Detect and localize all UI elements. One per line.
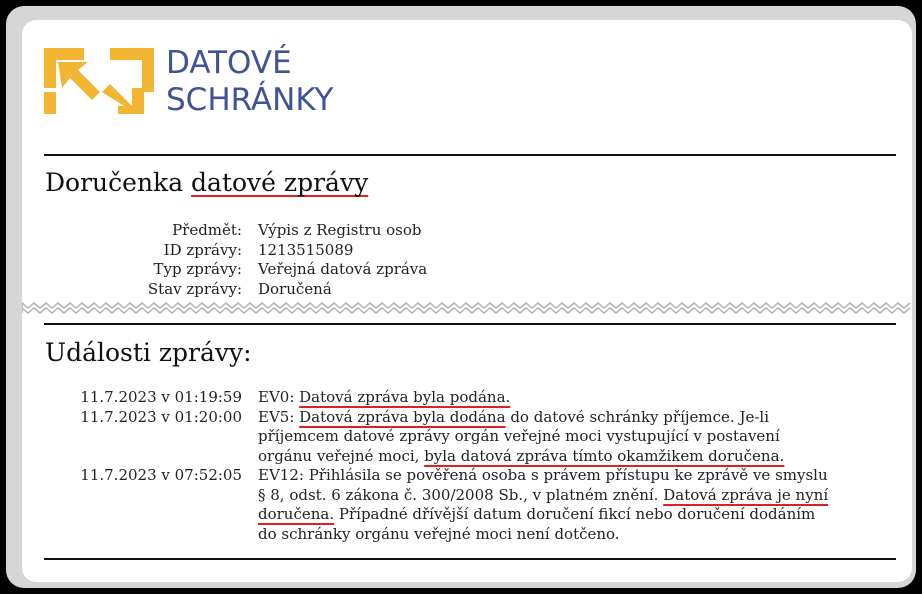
divider	[44, 558, 896, 560]
brand-wordmark	[166, 45, 333, 119]
event-highlight: Datová zpráva byla dodána	[299, 407, 506, 426]
event-highlight: Datová zpráva byla podána.	[299, 388, 511, 406]
event-row	[22, 388, 838, 408]
divider	[44, 323, 896, 325]
datove-schranky-logo-icon	[44, 48, 154, 114]
event-text-part: do datové schránky příjemce. Je-li příjemcem datové zprávy orgán veřejné moci vystupující v postavení orgánu veřejné moci,	[258, 407, 780, 465]
event-text-part: EV5:	[258, 407, 300, 426]
event-text	[258, 388, 838, 408]
events-list	[22, 388, 838, 544]
field-row-message-id	[22, 241, 427, 261]
event-text	[258, 466, 838, 544]
field-label: Stav zprávy:	[147, 279, 242, 298]
receipt-fields	[22, 221, 427, 299]
receipt-document	[22, 20, 912, 582]
event-text-part: EV0:	[258, 388, 300, 406]
event-row	[22, 466, 838, 544]
receipt-title-prefix: Doručenka	[45, 168, 192, 197]
receipt-title	[45, 168, 368, 197]
field-value: Doručená	[258, 279, 332, 298]
event-highlight: Datová zpráva je nyní doručena.	[258, 485, 829, 523]
brand-line-2: SCHRÁNKY	[166, 82, 334, 118]
brand-line-1: DATOVÉ	[166, 45, 292, 81]
field-value: Výpis z Registru osob	[258, 221, 422, 239]
torn-edge-divider	[22, 297, 912, 317]
screenshot-frame	[6, 6, 916, 588]
receipt-title-highlight: datové zprávy	[191, 168, 369, 197]
event-highlight: byla datová zpráva tímto okamžikem doručena.	[424, 446, 785, 465]
event-text-part: EV12: Přihlásila se pověřená osoba s právem přístupu ke zprávě ve smyslu § 8, odst. 6 zákona č. 300/2008 Sb., v platném znění.	[258, 466, 828, 504]
event-row	[22, 408, 838, 467]
event-text-part: Případné dřívější datum doručení fikcí nebo doručení dodáním do schránky orgánu veřejné moci není dotčeno.	[258, 505, 816, 543]
event-date: 11.7.2023 v 01:19:59	[80, 388, 242, 406]
events-title: Události zprávy:	[45, 338, 252, 367]
field-label: ID zprávy:	[163, 240, 242, 259]
field-value: 1213515089	[258, 240, 354, 259]
divider	[44, 154, 896, 156]
field-label: Typ zprávy:	[153, 260, 242, 278]
event-date: 11.7.2023 v 01:20:00	[80, 407, 242, 426]
field-row-message-type	[22, 260, 427, 280]
event-date: 11.7.2023 v 07:52:05	[80, 466, 242, 484]
event-text	[258, 408, 838, 467]
field-row-subject	[22, 221, 427, 241]
field-value: Veřejná datová zpráva	[258, 260, 428, 278]
field-label: Předmět:	[172, 221, 242, 239]
